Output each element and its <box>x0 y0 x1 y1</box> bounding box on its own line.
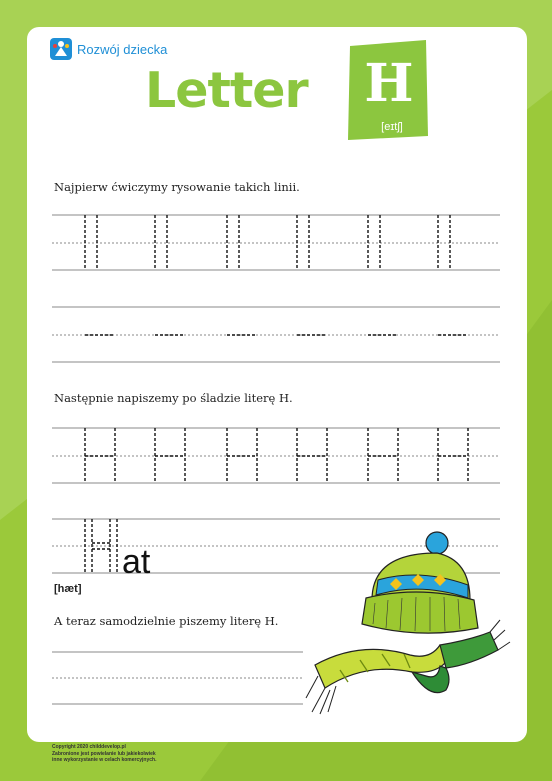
page-title: Letter <box>145 62 308 119</box>
hat-illustration <box>362 532 478 633</box>
tile-phonetic: [eɪtʃ] <box>381 121 403 133</box>
scarf-illustration <box>306 620 510 714</box>
copyright-footer <box>52 744 157 764</box>
brand-name: Rozwój dziecka <box>77 41 168 57</box>
instruction-second: Następnie napiszemy po śladzie literę H. <box>54 391 293 405</box>
copyright-line-3: inne wykorzystanie w celach komercyjnych. <box>52 757 157 763</box>
copyright-line-1: Copyright 2020 childdevelop.pl <box>52 744 126 750</box>
instruction-third: A teraz samodzielnie piszemy literę H. <box>54 614 279 628</box>
example-word-rest: at <box>122 543 151 581</box>
example-phonetic: [hæt] <box>54 583 82 595</box>
instruction-first: Najpierw ćwiczymy rysowanie takich linii. <box>54 180 300 194</box>
copyright-line-2: Zabronione jest powielanie lub jakiekolwiek <box>52 750 156 757</box>
tile-letter: H <box>364 53 414 114</box>
